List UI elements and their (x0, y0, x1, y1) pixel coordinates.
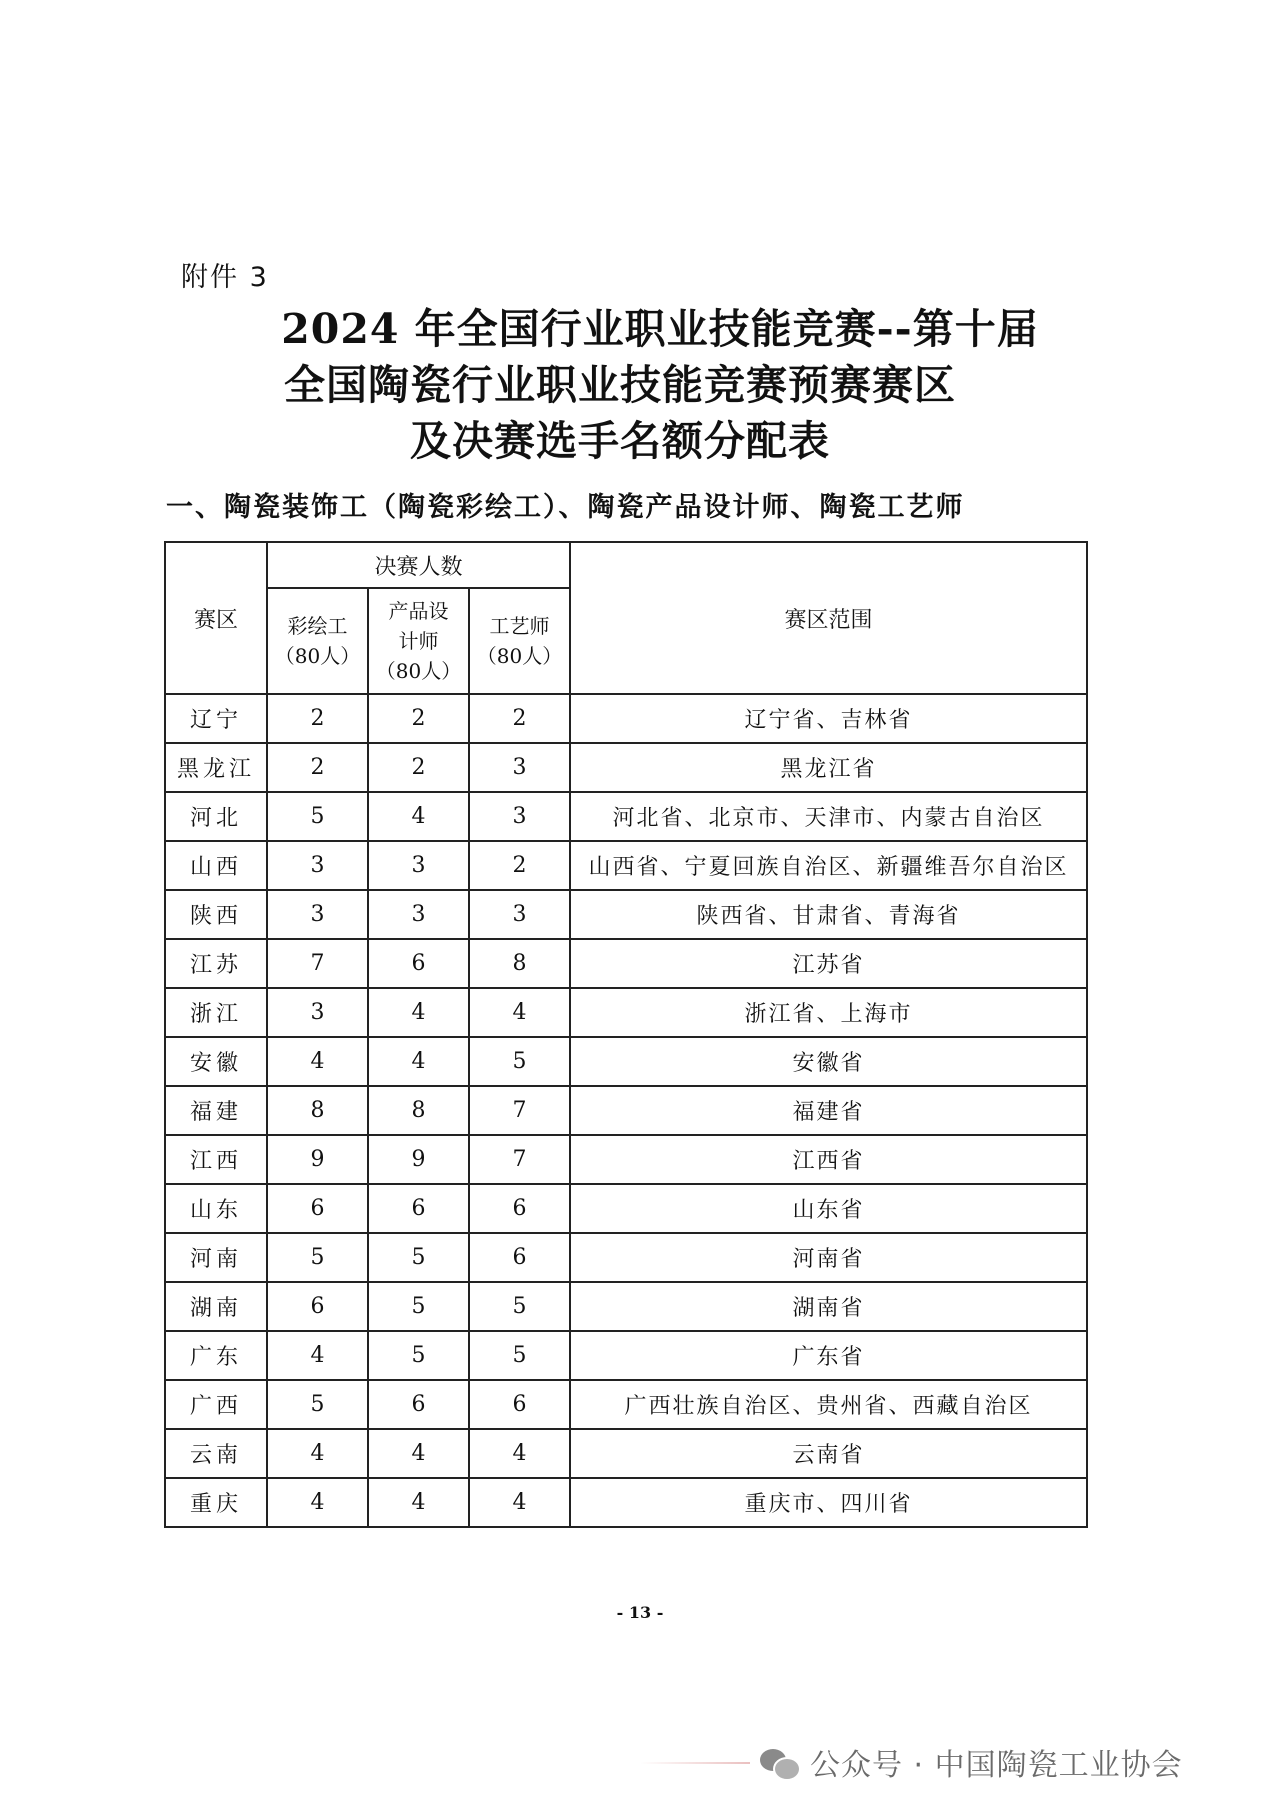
craftsman-count-cell: 7 (469, 1086, 570, 1135)
scope-cell: 陕西省、甘肃省、青海省 (570, 890, 1087, 939)
scope-cell: 辽宁省、吉林省 (570, 694, 1087, 743)
table-row (165, 1037, 1087, 1086)
designer-count-cell: 9 (368, 1135, 469, 1184)
scope-cell: 广东省 (570, 1331, 1087, 1380)
table-row (165, 939, 1087, 988)
scope-cell: 山东省 (570, 1184, 1087, 1233)
region-cell: 河北 (165, 792, 267, 841)
scope-cell: 黑龙江省 (570, 743, 1087, 792)
table-row (165, 841, 1087, 890)
scope-cell: 福建省 (570, 1086, 1087, 1135)
header-scope: 赛区范围 (570, 542, 1087, 694)
table-row (165, 1135, 1087, 1184)
craftsman-count-cell: 4 (469, 988, 570, 1037)
craftsman-count-cell: 3 (469, 890, 570, 939)
craftsman-count-cell: 2 (469, 694, 570, 743)
designer-count-cell: 5 (368, 1282, 469, 1331)
table-row (165, 1184, 1087, 1233)
region-cell: 山东 (165, 1184, 267, 1233)
region-cell: 黑龙江 (165, 743, 267, 792)
scope-cell: 江西省 (570, 1135, 1087, 1184)
designer-count-cell: 5 (368, 1331, 469, 1380)
table-row (165, 1086, 1087, 1135)
designer-count-cell: 4 (368, 988, 469, 1037)
painter-count-cell: 4 (267, 1331, 368, 1380)
designer-count-cell: 6 (368, 1380, 469, 1429)
watermark-divider (640, 1762, 750, 1764)
scope-cell: 山西省、宁夏回族自治区、新疆维吾尔自治区 (570, 841, 1087, 890)
region-cell: 福建 (165, 1086, 267, 1135)
craftsman-count-cell: 6 (469, 1233, 570, 1282)
scope-cell: 河南省 (570, 1233, 1087, 1282)
title-line-1: 2024 年全国行业职业技能竞赛--第十届 (281, 305, 1039, 353)
designer-count-cell: 6 (368, 1184, 469, 1233)
region-cell: 山西 (165, 841, 267, 890)
craftsman-count-cell: 7 (469, 1135, 570, 1184)
scope-cell: 浙江省、上海市 (570, 988, 1087, 1037)
scope-cell: 河北省、北京市、天津市、内蒙古自治区 (570, 792, 1087, 841)
region-cell: 陕西 (165, 890, 267, 939)
designer-count-cell: 5 (368, 1233, 469, 1282)
scope-cell: 安徽省 (570, 1037, 1087, 1086)
region-cell: 江苏 (165, 939, 267, 988)
craftsman-count-cell: 6 (469, 1184, 570, 1233)
painter-count-cell: 5 (267, 1380, 368, 1429)
designer-count-cell: 4 (368, 1429, 469, 1478)
table-row (165, 1331, 1087, 1380)
region-cell: 辽宁 (165, 694, 267, 743)
painter-count-cell: 3 (267, 890, 368, 939)
section-heading: 一、陶瓷装饰工（陶瓷彩绘工）、陶瓷产品设计师、陶瓷工艺师 (166, 492, 965, 523)
table-row (165, 1478, 1087, 1527)
scope-cell: 重庆市、四川省 (570, 1478, 1087, 1527)
painter-count-cell: 3 (267, 841, 368, 890)
craftsman-count-cell: 4 (469, 1429, 570, 1478)
region-cell: 安徽 (165, 1037, 267, 1086)
painter-count-cell: 4 (267, 1429, 368, 1478)
table-row (165, 1282, 1087, 1331)
designer-count-cell: 6 (368, 939, 469, 988)
craftsman-count-cell: 5 (469, 1037, 570, 1086)
designer-count-cell: 2 (368, 743, 469, 792)
table-row (165, 743, 1087, 792)
region-cell: 云南 (165, 1429, 267, 1478)
table-row (165, 1380, 1087, 1429)
painter-count-cell: 4 (267, 1037, 368, 1086)
painter-count-cell: 8 (267, 1086, 368, 1135)
attachment-label: 附件 3 (181, 262, 269, 293)
scope-cell: 广西壮族自治区、贵州省、西藏自治区 (570, 1380, 1087, 1429)
table-row (165, 694, 1087, 743)
header-painter: 彩绘工 （80人） (267, 588, 368, 694)
designer-count-cell: 4 (368, 1037, 469, 1086)
painter-count-cell: 2 (267, 694, 368, 743)
craftsman-count-cell: 4 (469, 1478, 570, 1527)
designer-count-cell: 4 (368, 792, 469, 841)
region-cell: 河南 (165, 1233, 267, 1282)
watermark (760, 1740, 1183, 1784)
craftsman-count-cell: 5 (469, 1331, 570, 1380)
designer-count-cell: 2 (368, 694, 469, 743)
painter-count-cell: 5 (267, 792, 368, 841)
wechat-icon (760, 1745, 800, 1779)
craftsman-count-cell: 3 (469, 743, 570, 792)
painter-count-cell: 9 (267, 1135, 368, 1184)
craftsman-count-cell: 2 (469, 841, 570, 890)
table-row (165, 1429, 1087, 1478)
painter-count-cell: 2 (267, 743, 368, 792)
table-row (165, 1233, 1087, 1282)
region-cell: 重庆 (165, 1478, 267, 1527)
designer-count-cell: 3 (368, 890, 469, 939)
table-row (165, 792, 1087, 841)
designer-count-cell: 8 (368, 1086, 469, 1135)
scope-cell: 湖南省 (570, 1282, 1087, 1331)
painter-count-cell: 5 (267, 1233, 368, 1282)
watermark-text: 公众号 · 中国陶瓷工业协会 (810, 1748, 1183, 1783)
header-region: 赛区 (165, 542, 267, 694)
designer-count-cell: 3 (368, 841, 469, 890)
region-cell: 广西 (165, 1380, 267, 1429)
region-cell: 广东 (165, 1331, 267, 1380)
header-designer: 产品设 计师 （80人） (368, 588, 469, 694)
region-cell: 湖南 (165, 1282, 267, 1331)
region-cell: 江西 (165, 1135, 267, 1184)
painter-count-cell: 6 (267, 1282, 368, 1331)
painter-count-cell: 6 (267, 1184, 368, 1233)
craftsman-count-cell: 5 (469, 1282, 570, 1331)
table-row (165, 890, 1087, 939)
painter-count-cell: 7 (267, 939, 368, 988)
table-row (165, 988, 1087, 1037)
painter-count-cell: 4 (267, 1478, 368, 1527)
title-line-3: 及决赛选手名额分配表 (410, 417, 830, 465)
scope-cell: 云南省 (570, 1429, 1087, 1478)
craftsman-count-cell: 8 (469, 939, 570, 988)
quota-table-body (165, 694, 1087, 1527)
craftsman-count-cell: 3 (469, 792, 570, 841)
craftsman-count-cell: 6 (469, 1380, 570, 1429)
painter-count-cell: 3 (267, 988, 368, 1037)
title-line-2: 全国陶瓷行业职业技能竞赛预赛赛区 (284, 361, 956, 409)
region-cell: 浙江 (165, 988, 267, 1037)
designer-count-cell: 4 (368, 1478, 469, 1527)
page-number: - 13 - (616, 1603, 664, 1622)
scope-cell: 江苏省 (570, 939, 1087, 988)
header-craftsman: 工艺师 （80人） (469, 588, 570, 694)
quota-table (164, 541, 1088, 1528)
header-final-count: 决赛人数 (267, 542, 570, 588)
